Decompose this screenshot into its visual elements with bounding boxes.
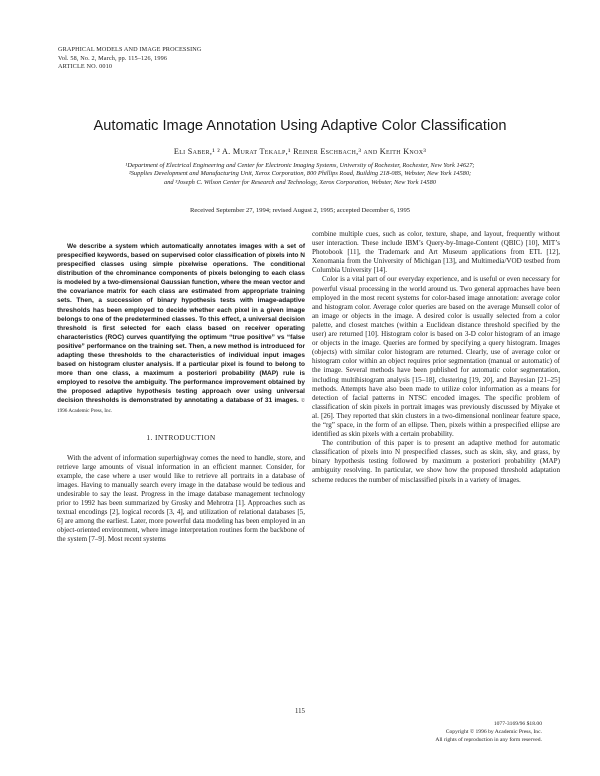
journal-header <box>58 46 358 72</box>
abstract-copyright: © 1996 Academic Press, Inc. <box>57 398 305 415</box>
article-number: 0010 <box>99 63 113 71</box>
body-paragraph: The contribution of this paper is to present an adaptive method for automatic classification of pixels into N prespecified classes, such as skin, sky, and grass, by binary hypothesis testing followed by maximum a posteriori probability (MAP) ambiguity resolving. In particular, we show how the proposed threshold adaptation scheme reduces the number of misclassified pixels in a variety of images. <box>312 439 560 484</box>
right-column <box>312 230 560 485</box>
affiliation-line: and ³Joseph C. Wilson Center for Research and Technology, Xerox Corporation, Webster, New York 14580 <box>164 178 436 186</box>
journal-volume-line: Vol. 58, No. 2, March, pp. 115–126, 1996 <box>58 54 168 62</box>
abstract-text: We describe a system which automatically annotates images with a set of prespecified keywords, based on supervised color classification of pixels into N prespecified classes using simple pixelwise operations. The conditional distribution of the chrominance components of pixels belonging to each class is modeled by a two-dimensional Gaussian function, where the mean vector and the covariance matrix for each class are estimated from appropriate training sets. Then, a succession of binary hypothesis tests with image-adaptive thresholds has been employed to decide whether each pixel in a given image belongs to one of the predetermined classes. To this effect, a universal decision threshold is first selected for each class based on receiver operating characteristics (ROC) curves quantifying the optimum “true positive” vs “false positive” performance on the training set. Then, a new method is introduced for adapting these thresholds to the characteristics of individual input images based on histogram cluster analysis. If a particular pixel is found to belong to more than one class, a maximum a posteriori probability (MAP) rule is employed to resolve the ambiguity. The performance improvement obtained by the proposed adaptive hypothesis testing approach over using universal decision thresholds is demonstrated by annotating a database of 31 images. <box>57 243 305 405</box>
footer-line: Copyright © 1996 by Academic Press, Inc. <box>445 729 542 735</box>
affiliation-line: ²Supplies Development and Manufacturing Unit, Xerox Corporation, 800 Phillips Road, Building 218-08S, Webster, New York 14580; <box>128 170 472 178</box>
body-paragraph: combine multiple cues, such as color, texture, shape, and layout, frequently without user interaction. These include IBM’s Query-by-Image-Content (QBIC) [10], MIT’s Photobook [11], the Trademark and Art Museum applications from ETL [12], Xenomania from the University of Michigan [13], and Multimedia/VOD testbed from Columbia University [14]. <box>312 230 560 275</box>
footer-line: 1077-3169/96 $18.00 <box>493 721 542 727</box>
journal-name: GRAPHICAL MODELS AND IMAGE PROCESSING <box>58 46 202 53</box>
paper-title: Automatic Image Annotation Using Adaptive Color Classification <box>93 118 507 134</box>
left-column <box>57 242 305 545</box>
article-number-prefix: ARTICLE NO. <box>58 63 98 71</box>
affiliation-line: ¹Department of Electrical Engineering and Center for Electronic Imaging Systems, University of Rochester, Rochester, New York 14627; <box>125 162 475 169</box>
abstract <box>57 242 305 416</box>
received-dates: Received September 27, 1994; revised August 2, 1995; accepted December 6, 1995 <box>189 207 411 214</box>
body-paragraph: With the advent of information superhighway comes the need to handle, store, and retrieve large amounts of visual information in an efficient manner. Consider, for example, the case where a user would like to retrieve all portraits in a database of images. Having to manually search every image in the database would be tedious and undesirable to say the least. Progress in the image database management technology prior to 1992 has been summarized by Grosky and Mehrotra [1]. Approaches such as textual encodings [2], logical records [3, 4], and utilization of relational databases [5, 6] are among the earliest. Later, more powerful data modeling has been employed in an object-oriented environment, where image interpretation routines form the backbone of the system [7–9]. Most recent systems <box>57 453 305 544</box>
author-list: Eli Saber,¹ ² A. Murat Tekalp,¹ Reiner Eschbach,³ and Keith Knox³ <box>173 147 427 156</box>
section-heading-introduction: 1. INTRODUCTION <box>146 433 216 443</box>
body-paragraph: Color is a vital part of our everyday experience, and is useful or even necessary for powerful visual processing in the world around us. Two general approaches have been employed in the most recent systems for color-based image annotation: average color and histogram color. Average color queries are based on the average Munsell color of an image or objects in the image. A desired color is usually selected from a color palette, and closest matches (within a Euclidean distance threshold specified by the user) are returned [10]. Histogram color is based on 3-D color histogram of an image or objects in the image. Queries are formed by specifying a query histogram. Images (objects) with similar color histogram are returned. Clearly, use of average color or histogram color within an object requires prior segmentation (manual or automatic) of the image. Several methods have been published for automatic color segmentation, including multihistogram analysis [15–18], clustering [19, 20], and Bayesian [21–25] methods. Attempts have also been made to utilize color information as a means for detection of facial patterns in NTSC encoded images. The specific problem of classification of skin pixels in portrait images was previously discussed by Miyake et al. [26]. They reported that skin clusters in a two-dimensional nonlinear feature space, the “rg” space, in the form of an ellipse. Then, pixels within a prespecified ellipse are identified as skin pixels with a certain probability. <box>312 275 560 439</box>
footer-line: All rights of reproduction in any form reserved. <box>435 737 542 743</box>
affiliations <box>60 162 540 187</box>
copyright-footer <box>435 720 542 744</box>
article-number-line <box>58 63 358 72</box>
page-number: 115 <box>295 708 305 715</box>
